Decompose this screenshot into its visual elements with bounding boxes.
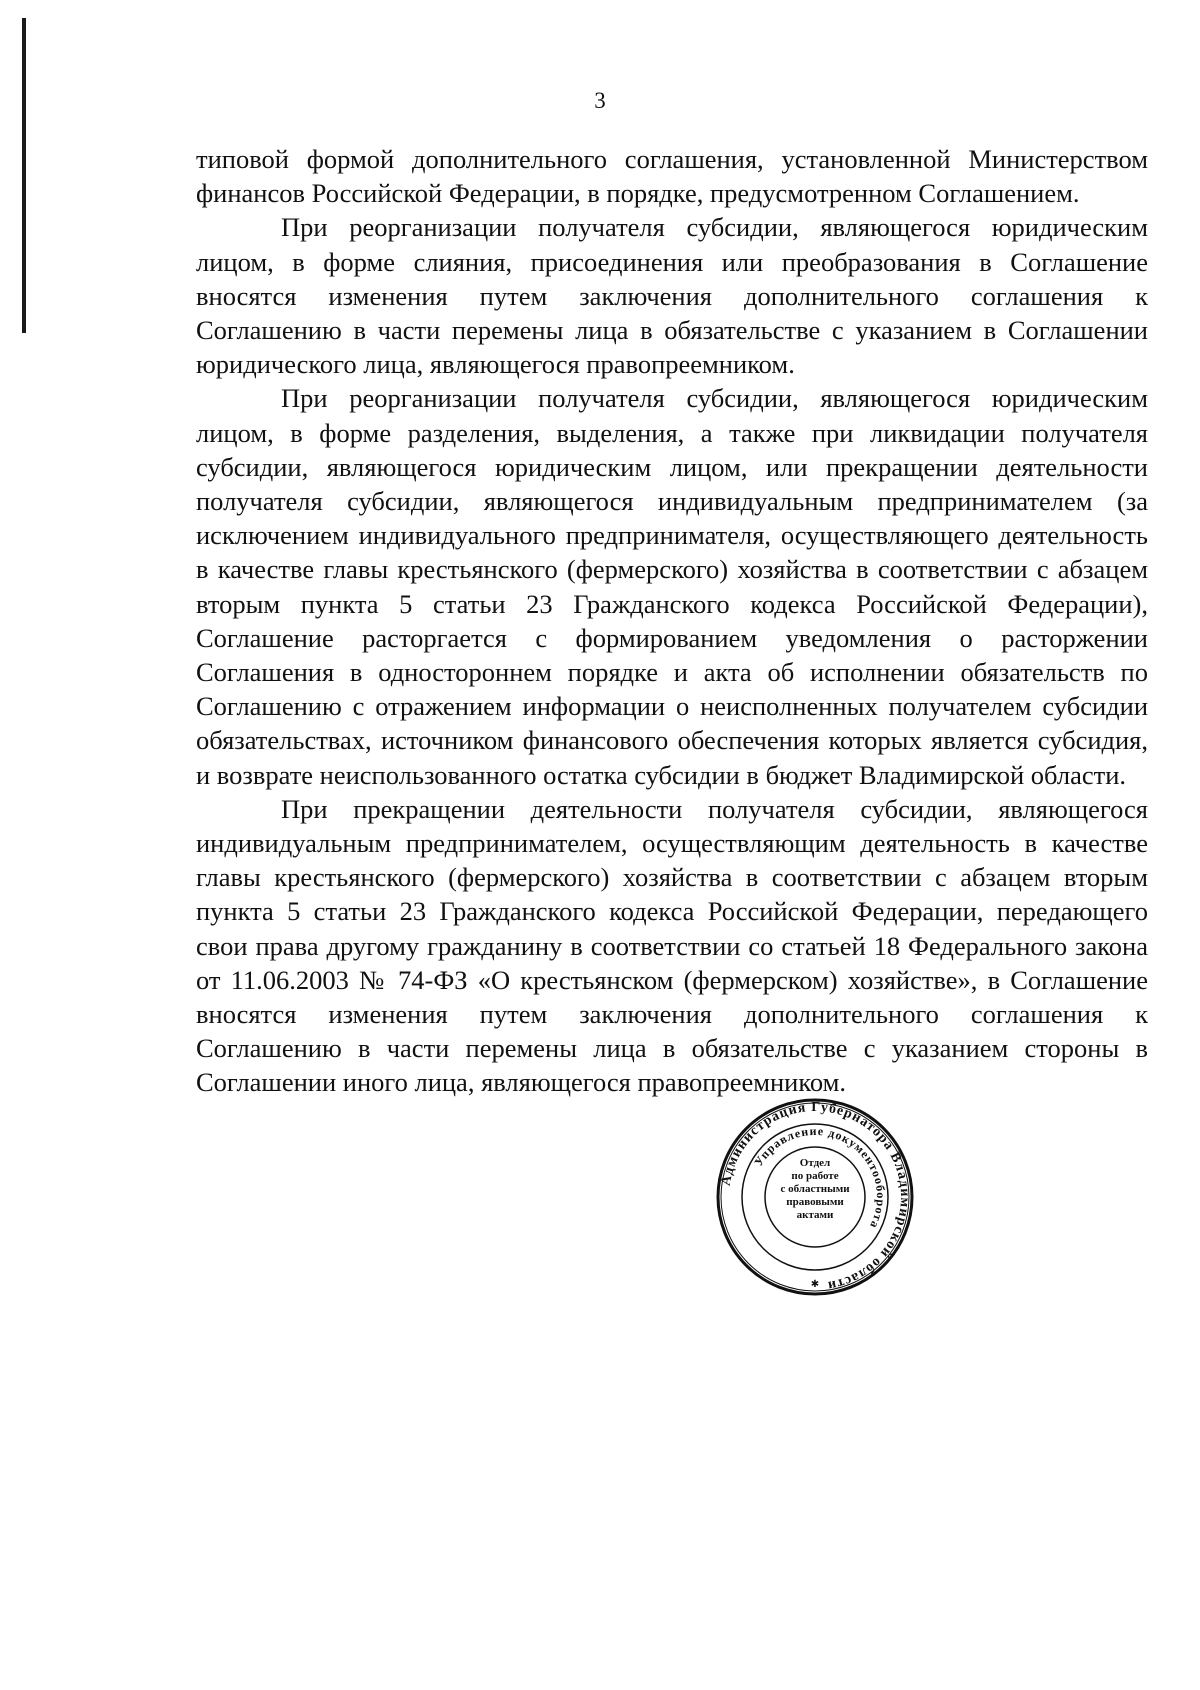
seal-center-line: по работе bbox=[791, 1170, 839, 1182]
seal-center-line: актами bbox=[796, 1209, 834, 1221]
paragraph-3: При реорганизации получателя субсидии, являющегося юридическим лицом, в форме разделения, выделения, а также при ликвидации получателя субсидии, являющегося юридическим лицом, или прекращении деятельности получателя субсидии, являющегося индивидуальным предпринимателем (за исключением индивидуального предпринимателя, осуществляющего деятельность в качестве главы крестьянского (фермерского) хозяйства в соответствии с абзацем вторым пункта 5 статьи 23 Гражданского кодекса Российской Федерации), Соглашение расторгается с формированием уведомления о расторжении Соглашения в одностороннем порядке и акта об исполнении обязательств по Соглашению с отражением информации о неисполненных получателем субсидии обязательствах, источником финансового обеспечения которых является субсидия, и возврате неиспользованного остатка субсидии в бюджет Владимирской области. bbox=[196, 383, 1148, 790]
paragraph-4: При прекращении деятельности получателя субсидии, являющегося индивидуальным предпринимателем, осуществляющим деятельность в качестве главы крестьянского (фермерского) хозяйства в соответствии с абзацем вторым пункта 5 статьи 23 Гражданского кодекса Российской Федерации, передающего свои права другому гражданину в соответствии со статьей 18 Федерального закона от 11.06.2003 № 74-ФЗ «О крестьянском (фермерском) хозяйстве», в Соглашение вносятся изменения путем заключения дополнительного соглашения к Соглашению в части перемены лица в обязательстве с указанием стороны в Соглашении иного лица, являющегося правопреемником. bbox=[196, 793, 1148, 1098]
seal-center-text bbox=[770, 1157, 860, 1222]
seal-center-line: Отдел bbox=[799, 1157, 831, 1169]
paragraph-1: типовой формой дополнительного соглашения, установленной Министерством финансов Российской Федерации, в порядке, предусмотренном Соглашением. bbox=[196, 144, 1148, 209]
paragraph-2: При реорганизации получателя субсидии, являющегося юридическим лицом, в форме слияния, присоединения или преобразования в Соглашение вносятся изменения путем заключения дополнительного соглашения к Соглашению в части перемены лица в обязательстве с указанием в Соглашении юридического лица, являющегося правопреемником. bbox=[196, 212, 1148, 380]
seal-center-line: правовыми bbox=[786, 1196, 844, 1208]
seal-outer-text: Администрация Губернатора Владимирской области bbox=[718, 1099, 913, 1294]
document-body bbox=[196, 142, 1148, 1100]
scan-edge-mark bbox=[22, 18, 26, 333]
page-number: 3 bbox=[594, 88, 606, 113]
seal-inner-text: Управление документооборота bbox=[751, 1123, 889, 1232]
seal-star-icon: ✱ bbox=[810, 1279, 820, 1290]
seal-center-line: с областными bbox=[780, 1183, 850, 1195]
official-seal bbox=[715, 1097, 915, 1297]
